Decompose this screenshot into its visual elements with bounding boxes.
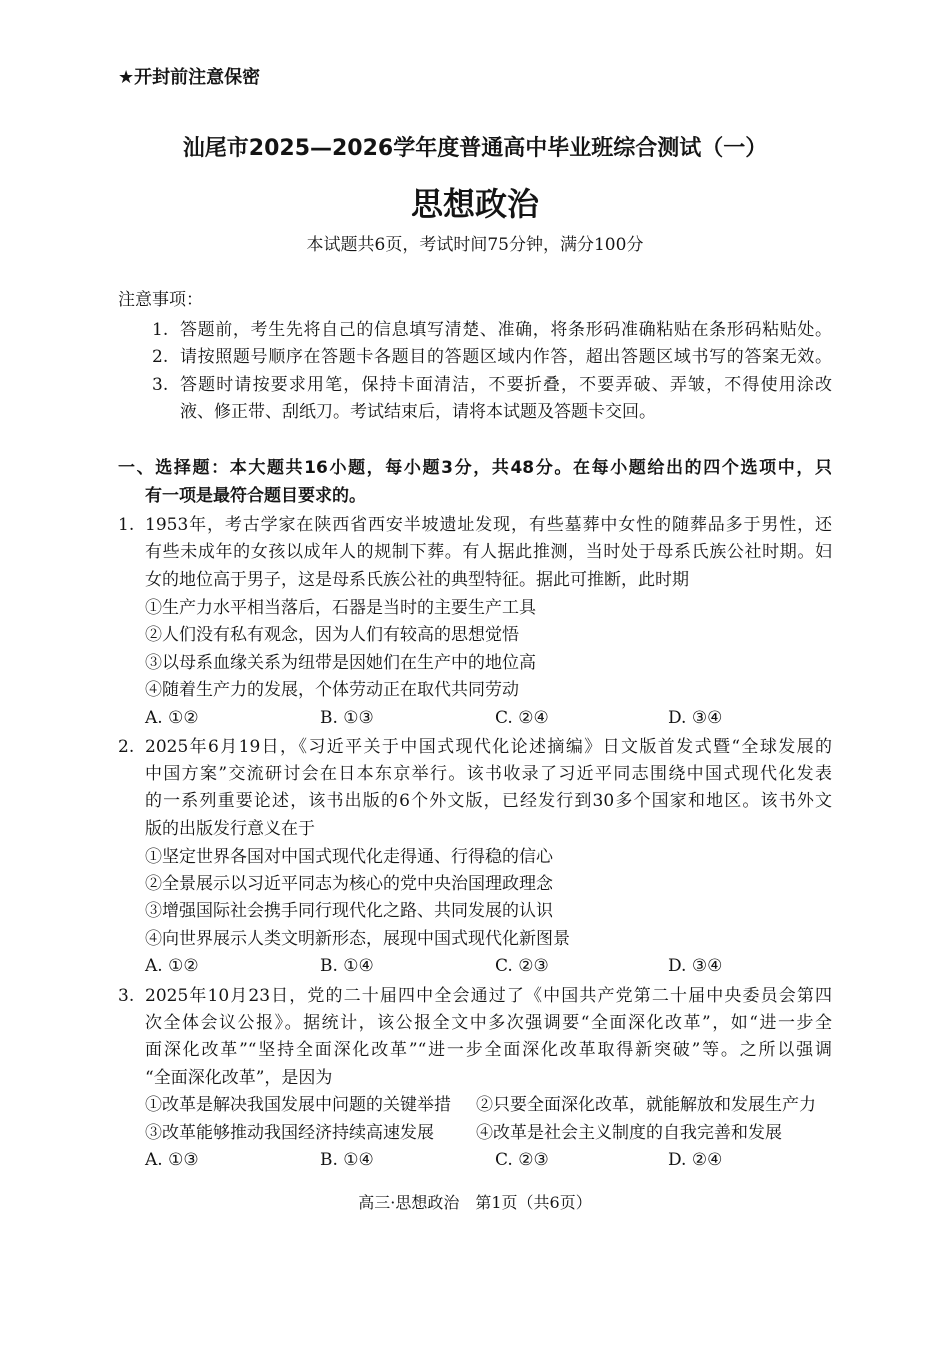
question-text: “全面深化改革”，是因为 [145, 1068, 333, 1088]
exam-subtitle: 本试题共6页，考试时间75分钟，满分100分 [306, 235, 644, 255]
statement: ①改革是解决我国发展中问题的关键举措 [145, 1095, 451, 1115]
statement: ①坚定世界各国对中国式现代化走得通、行得稳的信心 [145, 847, 553, 867]
statement: ③改革能够推动我国经济持续高速发展 [145, 1123, 434, 1143]
choice-d: D. ②④ [668, 1150, 723, 1170]
note-text: 答题前，考生先将自己的信息填写清楚、准确，将条形码准确粘贴在条形码粘贴处。 [180, 320, 832, 340]
statement: ①生产力水平相当落后，石器是当时的主要生产工具 [145, 598, 536, 618]
choice-b: B. ①④ [320, 956, 374, 976]
statement: ④随着生产力的发展，个体劳动正在取代共同劳动 [145, 680, 519, 700]
choice-a: A. ①② [145, 956, 199, 976]
question-text: 版的出版发行意义在于 [145, 819, 315, 839]
exam-title: 汕尾市2025—2026学年度普通高中毕业班综合测试（一） [182, 136, 768, 161]
choice-c: C. ②③ [495, 956, 549, 976]
statement: ②全景展示以习近平同志为核心的党中央治国理政理念 [145, 874, 553, 894]
question-number: 2. [118, 737, 135, 757]
question-number: 1. [118, 515, 135, 535]
statement: ②只要全面深化改革，就能解放和发展生产力 [476, 1095, 816, 1115]
choice-c: C. ②④ [495, 708, 549, 728]
section-heading: 有一项是最符合题目要求的。 [145, 486, 366, 506]
question-number: 3. [118, 986, 135, 1006]
question-text: 面深化改革”“坚持全面深化改革”“进一步全面深化改革取得新突破”等。之所以强调 [145, 1040, 832, 1060]
section-heading: 一、选择题：本大题共16小题，每小题3分，共48分。在每小题给出的四个选项中，只 [118, 458, 832, 478]
question-text: 次全体会议公报》。据统计，该公报全文中多次强调要“全面深化改革”，如“进一步全 [145, 1013, 832, 1033]
notes-heading: 注意事项： [118, 290, 203, 310]
note-number: 1. [152, 320, 169, 340]
note-number: 2. [152, 347, 169, 367]
choice-d: D. ③④ [668, 956, 723, 976]
choice-b: B. ①④ [320, 1150, 374, 1170]
choice-c: C. ②③ [495, 1150, 549, 1170]
question-text: 1953年，考古学家在陕西省西安半坡遗址发现，有些墓葬中女性的随葬品多于男性，还 [145, 515, 832, 535]
choice-d: D. ③④ [668, 708, 723, 728]
statement: ②人们没有私有观念，因为人们有较高的思想觉悟 [145, 625, 519, 645]
question-text: 2025年10月23日，党的二十届四中全会通过了《中国共产党第二十届中央委员会第四 [145, 986, 832, 1006]
statement: ③以母系血缘关系为纽带是因她们在生产中的地位高 [145, 653, 536, 673]
note-text: 液、修正带、刮纸刀。考试结束后，请将本试题及答题卡交回。 [180, 402, 656, 422]
note-text: 请按照题号顺序在答题卡各题目的答题区域内作答，超出答题区域书写的答案无效。 [180, 347, 832, 367]
statement: ④改革是社会主义制度的自我完善和发展 [476, 1123, 782, 1143]
choice-b: B. ①③ [320, 708, 374, 728]
question-text: 有些未成年的女孩以成年人的规制下葬。有人据此推测，当时处于母系氏族公社时期。妇 [145, 542, 832, 562]
statement: ③增强国际社会携手同行现代化之路、共同发展的认识 [145, 901, 553, 921]
statement: ④向世界展示人类文明新形态，展现中国式现代化新图景 [145, 929, 570, 949]
note-text: 答题时请按要求用笔，保持卡面清洁，不要折叠，不要弄破、弄皱，不得使用涂改 [180, 375, 832, 395]
question-text: 女的地位高于男子，这是母系氏族公社的典型特征。据此可推断，此时期 [145, 570, 689, 590]
question-text: 的一系列重要论述，该书出版的6个外文版，已经发行到30多个国家和地区。该书外文 [145, 791, 832, 811]
note-number: 3. [152, 375, 169, 395]
question-text: 中国方案”交流研讨会在日本东京举行。该书收录了习近平同志围绕中国式现代化发表 [145, 764, 832, 784]
choice-a: A. ①② [145, 708, 199, 728]
subject-title: 思想政治 [410, 185, 539, 223]
confidential-label: ★开封前注意保密 [118, 67, 261, 88]
question-text: 2025年6月19日，《习近平关于中国式现代化论述摘编》日文版首发式暨“全球发展的 [145, 737, 832, 757]
page-footer: 高三·思想政治 第1页（共6页） [358, 1193, 592, 1212]
choice-a: A. ①③ [145, 1150, 199, 1170]
